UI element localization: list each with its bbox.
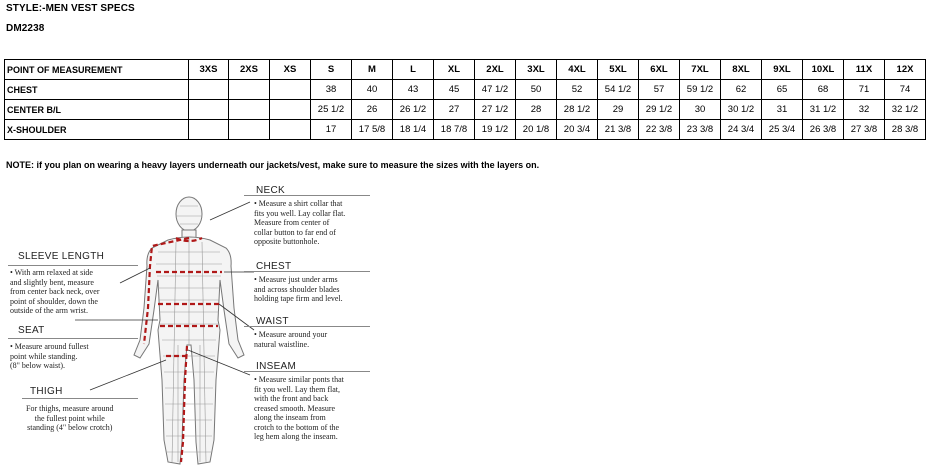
header-size-3xs: 3XS [189, 60, 229, 80]
table-cell: 74 [885, 80, 926, 100]
header-size-10xl: 10XL [803, 60, 844, 80]
instruction-line: and slightly bent, measure [10, 277, 94, 287]
style-title: STYLE:-MEN VEST SPECS [6, 3, 135, 14]
table-cell: 50 [516, 80, 557, 100]
sleeve-length-title: SLEEVE LENGTH [18, 251, 105, 262]
row-label: CENTER B/L [5, 100, 189, 120]
table-cell: 31 [762, 100, 803, 120]
instruction-line: (8" below waist). [10, 361, 66, 370]
instruction-line: fit you well. Lay them flat, [254, 384, 340, 394]
header-size-5xl: 5XL [598, 60, 639, 80]
table-cell: 47 1/2 [475, 80, 516, 100]
header-size-8xl: 8XL [721, 60, 762, 80]
instruction-line: along the inseam from [254, 413, 326, 422]
table-row [5, 120, 926, 140]
table-cell: 57 [639, 80, 680, 100]
table-cell [229, 80, 270, 100]
table-cell: 30 1/2 [721, 100, 762, 120]
table-cell: 30 [680, 100, 721, 120]
neck-title: NECK [256, 185, 285, 196]
table-cell: 20 1/8 [516, 120, 557, 140]
header-size-3xl: 3XL [516, 60, 557, 80]
table-cell: 29 1/2 [639, 100, 680, 120]
table-cell: 54 1/2 [598, 80, 639, 100]
sleeve-divider [8, 265, 138, 266]
table-cell: 25 1/2 [311, 100, 352, 120]
chest-instructions [254, 275, 343, 304]
table-cell [229, 120, 270, 140]
header-size-xl: XL [434, 60, 475, 80]
header-size-9xl: 9XL [762, 60, 803, 80]
inseam-title: INSEAM [256, 361, 297, 372]
header-size-12x: 12X [885, 60, 926, 80]
row-label: X-SHOULDER [5, 120, 189, 140]
header-size-2xl: 2XL [475, 60, 516, 80]
table-cell: 26 [352, 100, 393, 120]
table-cell: 17 5/8 [352, 120, 393, 140]
instruction-line: outside of the arm wrist. [10, 306, 88, 315]
table-cell: 28 [516, 100, 557, 120]
table-cell: 43 [393, 80, 434, 100]
table-cell: 52 [557, 80, 598, 100]
header-size-m: M [352, 60, 393, 80]
instruction-line: leg hem along the inseam. [254, 432, 338, 441]
header-size-2xs: 2XS [229, 60, 270, 80]
style-code: DM2238 [6, 23, 45, 34]
table-cell: 40 [352, 80, 393, 100]
table-cell: 25 3/4 [762, 120, 803, 140]
table-cell: 32 1/2 [885, 100, 926, 120]
instruction-line: fits you well. Lay collar flat. [254, 208, 346, 218]
instruction-line: holding tape firm and level. [254, 294, 343, 303]
waist-instructions [254, 330, 327, 349]
header-size-7xl: 7XL [680, 60, 721, 80]
instruction-line: • With arm relaxed at side [10, 268, 93, 277]
table-cell [189, 120, 229, 140]
table-row [5, 80, 926, 100]
table-cell: 19 1/2 [475, 120, 516, 140]
table-cell: 32 [844, 100, 885, 120]
table-cell: 38 [311, 80, 352, 100]
table-cell: 65 [762, 80, 803, 100]
header-size-xs: XS [270, 60, 311, 80]
table-cell [189, 80, 229, 100]
thigh-instructions [26, 404, 114, 433]
header-size-6xl: 6XL [639, 60, 680, 80]
table-cell: 28 1/2 [557, 100, 598, 120]
table-cell: 59 1/2 [680, 80, 721, 100]
thigh-divider [22, 398, 138, 399]
sleeve-length-instructions [10, 268, 100, 316]
table-cell: 26 3/8 [803, 120, 844, 140]
table-cell: 18 7/8 [434, 120, 475, 140]
table-cell: 23 3/8 [680, 120, 721, 140]
instruction-line: • Measure just under arms [254, 275, 338, 284]
instruction-line: • Measure around fullest [10, 342, 89, 351]
table-cell: 18 1/4 [393, 120, 434, 140]
table-cell [270, 100, 311, 120]
instruction-line: • Measure a shirt collar that [254, 199, 343, 208]
table-cell: 21 3/8 [598, 120, 639, 140]
thigh-title: THIGH [30, 386, 63, 397]
layering-note: NOTE: if you plan on wearing a heavy layers underneath our jackets/vest, make sure to measure the sizes with the layers on. [6, 160, 540, 170]
seat-instructions [10, 342, 89, 371]
body-figure-illustration [0, 180, 946, 472]
table-cell [270, 120, 311, 140]
table-cell: 27 [434, 100, 475, 120]
table-row [5, 100, 926, 120]
header-size-11x: 11X [844, 60, 885, 80]
table-cell: 71 [844, 80, 885, 100]
instruction-line: Measure from center of [254, 218, 330, 227]
header-size-4xl: 4XL [557, 60, 598, 80]
instruction-line: point while standing. [10, 351, 78, 361]
seat-title: SEAT [18, 325, 45, 336]
table-cell: 20 3/4 [557, 120, 598, 140]
table-cell: 24 3/4 [721, 120, 762, 140]
table-cell: 22 3/8 [639, 120, 680, 140]
chest-title: CHEST [256, 261, 292, 272]
table-cell: 26 1/2 [393, 100, 434, 120]
instruction-line: collar button to far end of [254, 227, 336, 237]
table-cell: 62 [721, 80, 762, 100]
instruction-line: and across shoulder blades [254, 284, 340, 294]
table-header-row [5, 60, 926, 80]
table-cell [270, 80, 311, 100]
instruction-line: the fullest point while [34, 413, 105, 423]
header-size-s: S [311, 60, 352, 80]
table-cell: 68 [803, 80, 844, 100]
instruction-line: point of shoulder, down the [10, 296, 98, 306]
table-cell [229, 100, 270, 120]
table-cell: 27 1/2 [475, 100, 516, 120]
instruction-line: For thighs, measure around [26, 404, 114, 413]
table-cell [189, 100, 229, 120]
instruction-line: natural waistline. [254, 339, 310, 349]
inseam-instructions [254, 375, 344, 442]
instruction-line: standing (4" below crotch) [27, 423, 113, 432]
table-cell: 27 3/8 [844, 120, 885, 140]
table-cell: 29 [598, 100, 639, 120]
instruction-line: from center back neck, over [10, 287, 100, 296]
instruction-line: • Measure similar ponts that [254, 375, 344, 384]
table-cell: 31 1/2 [803, 100, 844, 120]
instruction-line: opposite buttonhole. [254, 237, 320, 246]
header-point-of-measurement: POINT OF MEASUREMENT [5, 60, 189, 80]
table-cell: 28 3/8 [885, 120, 926, 140]
neck-instructions [254, 199, 345, 247]
instruction-line: • Measure around your [254, 330, 328, 339]
table-cell: 17 [311, 120, 352, 140]
instruction-line: creased smooth. Measure [254, 403, 336, 413]
size-spec-table [4, 59, 926, 140]
seat-divider [8, 338, 138, 339]
instruction-line: crotch to the bottom of the [254, 422, 340, 432]
waist-title: WAIST [256, 316, 289, 327]
row-label: CHEST [5, 80, 189, 100]
header-size-l: L [393, 60, 434, 80]
table-cell: 45 [434, 80, 475, 100]
instruction-line: with the front and back [254, 394, 329, 403]
